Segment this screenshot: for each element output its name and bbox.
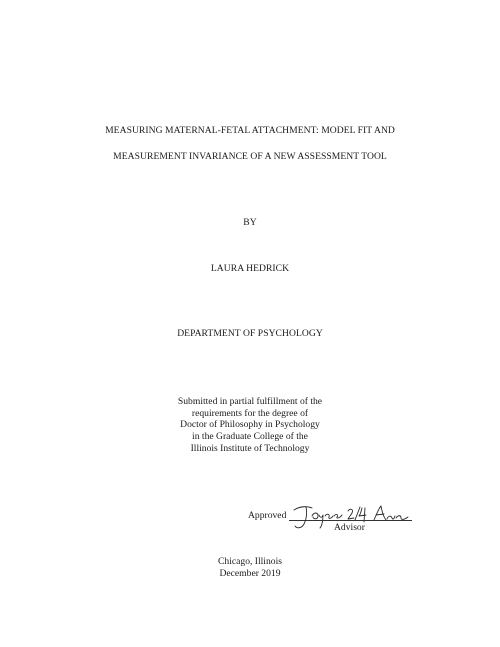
submission-line: Doctor of Philosophy in Psychology — [180, 419, 320, 431]
submission-line: requirements for the degree of — [191, 407, 309, 419]
thesis-title-line-2: MEASUREMENT INVARIANCE OF A NEW ASSESSMENT TOOL — [113, 151, 387, 162]
author-name: LAURA HEDRICK — [210, 263, 290, 274]
place: Chicago, Illinois — [218, 556, 282, 567]
by-label: BY — [243, 217, 257, 228]
submission-statement — [0, 396, 500, 455]
thesis-title-line-1: MEASURING MATERNAL-FETAL ATTACHMENT: MODEL FIT AND — [105, 125, 395, 136]
submission-line: Illinois Institute of Technology — [190, 442, 310, 454]
approved-label: Approved — [248, 510, 287, 521]
advisor-label: Advisor — [334, 522, 365, 533]
submission-line: Submitted in partial fulfillment of the — [177, 396, 323, 407]
submission-line: in the Graduate College of the — [192, 431, 308, 443]
signature-line — [289, 520, 412, 521]
place-and-date — [0, 556, 500, 579]
date: December 2019 — [219, 567, 281, 579]
department-name: DEPARTMENT OF PSYCHOLOGY — [177, 328, 323, 339]
